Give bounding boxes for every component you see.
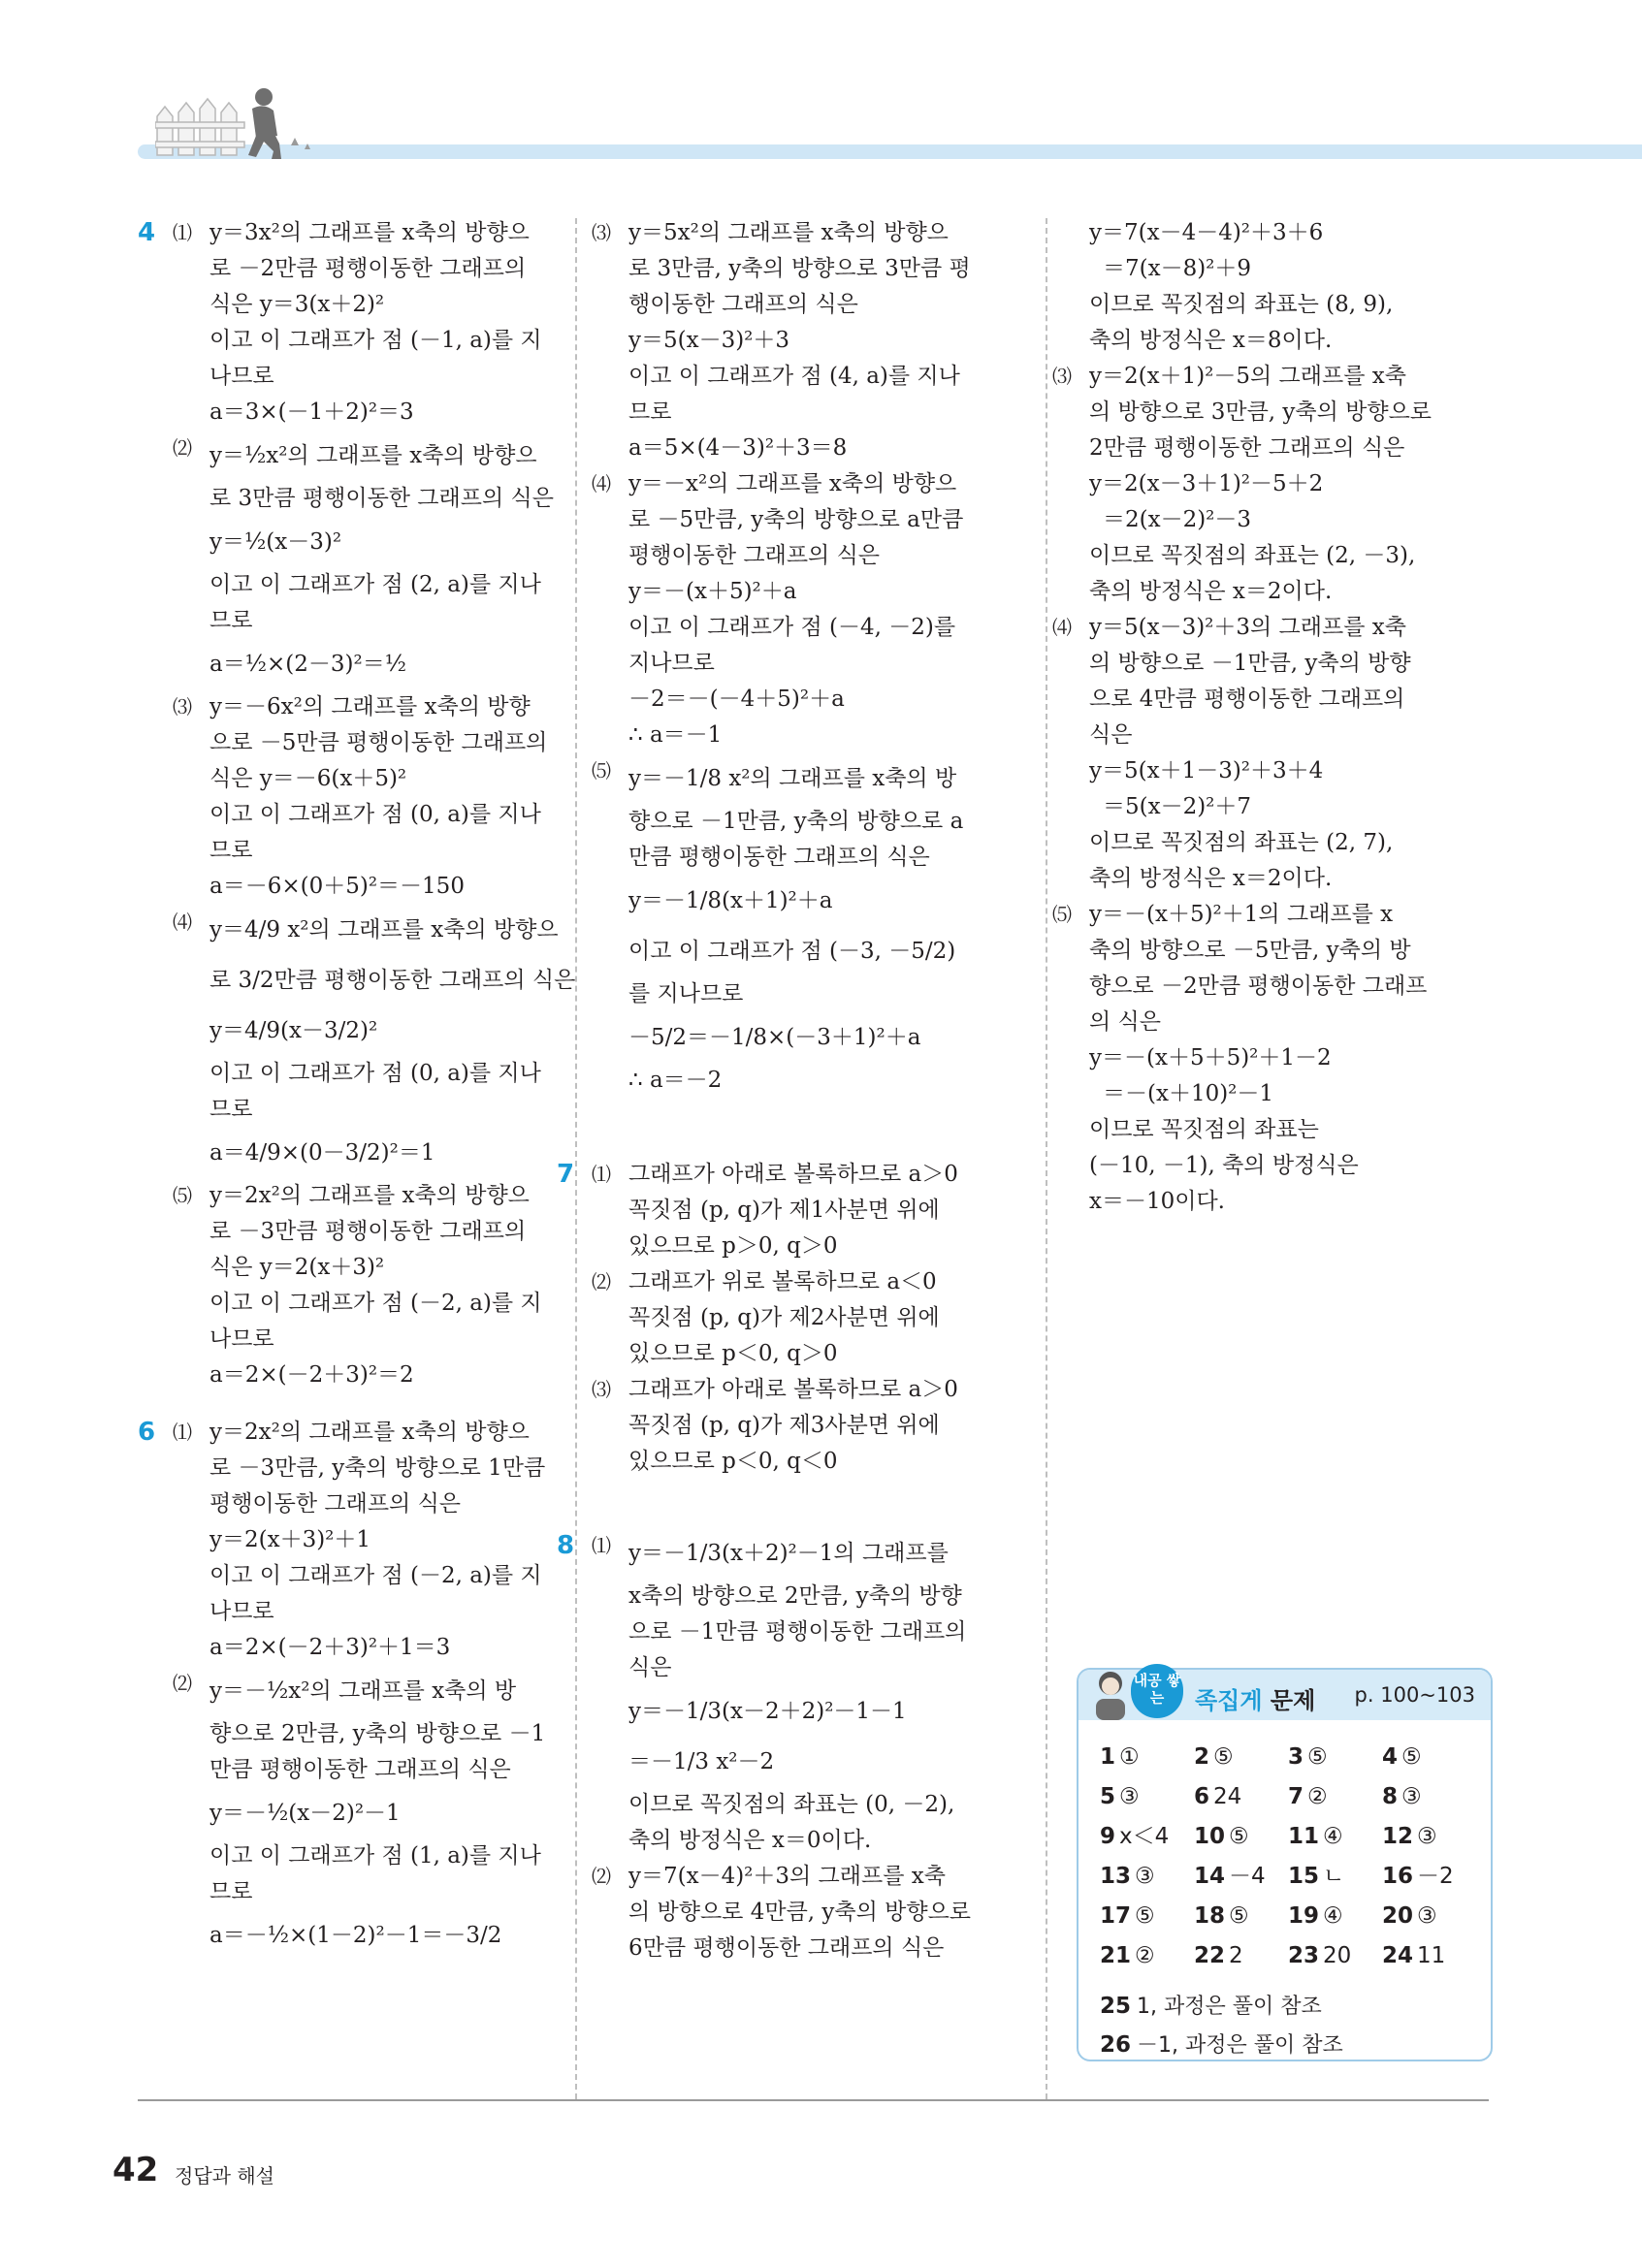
answer-cell <box>1100 1738 1194 1777</box>
text-line: 로 3/2만큼 평행이동한 그래프의 식은 <box>209 968 576 993</box>
answer-number: 1 <box>1100 1744 1116 1770</box>
text-line: 이고 이 그래프가 점 (－2, a)를 지 <box>209 1291 542 1316</box>
text-line: 이므로 꼭짓점의 좌표는 (0, －2), <box>628 1792 955 1817</box>
sub-item <box>173 431 555 689</box>
text-line: 의 방향으로 －1만큼, y축의 방향 <box>1089 651 1411 676</box>
sub-item <box>592 1264 1028 1372</box>
answer-key-title <box>1195 1681 1315 1715</box>
column-1 <box>138 215 576 1961</box>
text-line: y＝2(x－3＋1)²－5＋2 <box>1089 471 1324 496</box>
answer-cell <box>1194 1817 1288 1857</box>
answer-cell <box>1194 1777 1288 1817</box>
answer-key-header <box>1079 1670 1491 1720</box>
text-line: ＝2(x－2)²－3 <box>1103 507 1252 532</box>
answer-cell <box>1382 1857 1476 1897</box>
text-line: 이고 이 그래프가 점 (－1, a)를 지 <box>209 328 542 353</box>
text-line: a＝4/9×(0－3/2)²＝1 <box>209 1140 435 1166</box>
answer-value: ② <box>1307 1784 1328 1809</box>
answer-number: 18 <box>1194 1903 1226 1929</box>
text-line: 를 지나므로 <box>628 981 744 1006</box>
answer-number: 4 <box>1382 1744 1399 1770</box>
text-line: 이고 이 그래프가 점 (0, a)를 지나 <box>209 1061 541 1086</box>
item-label: ⑴ <box>173 1421 192 1444</box>
text-line: 의 방향으로 4만큼, y축의 방향으로 <box>628 1900 972 1925</box>
answer-number: 3 <box>1288 1744 1304 1770</box>
item-label: ⑷ <box>592 472 611 495</box>
sub-item <box>173 1415 555 1666</box>
answer-number: 23 <box>1288 1943 1320 1968</box>
answer-number: 25 <box>1100 1994 1132 2019</box>
text-line: 축의 방정식은 x＝8이다. <box>1089 328 1333 353</box>
text-line: a＝－½×(1－2)²－1＝－3/2 <box>209 1923 502 1948</box>
text-line: ＝－(x＋10)²－1 <box>1103 1081 1274 1106</box>
item-label: ⑶ <box>1052 365 1072 388</box>
sub-item <box>173 1666 555 1961</box>
text-line: y＝－x²의 그래프를 x축의 방향으 <box>628 471 957 496</box>
text-line: 로 3만큼, y축의 방향으로 3만큼 평 <box>628 256 971 281</box>
text-line: 그래프가 위로 볼록하므로 a＜0 <box>628 1269 937 1294</box>
answer-value: 24 <box>1213 1784 1242 1809</box>
text-line: 의 방향으로 3만큼, y축의 방향으로 <box>1089 399 1433 425</box>
answer-value: ⑤ <box>1135 1903 1155 1929</box>
problem-8 <box>557 1528 1028 1966</box>
text-line: 만큼 평행이동한 그래프의 식은 <box>209 1757 511 1782</box>
answer-number: 22 <box>1194 1943 1226 1968</box>
text-line: 이고 이 그래프가 점 (－4, －2)를 <box>628 615 956 640</box>
fence-gardener-illustration <box>155 87 320 165</box>
sub-item <box>592 215 1028 466</box>
text-line: 로 －3만큼, y축의 방향으로 1만큼 <box>209 1455 546 1481</box>
problem-7 <box>557 1157 1028 1480</box>
text-line: 므로 <box>209 838 253 863</box>
text-line: 평행이동한 그래프의 식은 <box>209 1491 462 1517</box>
item-label: ⑵ <box>173 1672 192 1695</box>
text-line: a＝5×(4－3)²＋3＝8 <box>628 435 848 461</box>
text-line: y＝2x²의 그래프를 x축의 방향으 <box>209 1420 530 1445</box>
text-line: 식은 y＝2(x＋3)² <box>209 1255 385 1280</box>
text-line: 6만큼 평행이동한 그래프의 식은 <box>628 1935 945 1961</box>
answer-cell <box>1100 1897 1194 1936</box>
answer-grid <box>1100 1738 1478 1976</box>
answer-number: 13 <box>1100 1864 1132 1889</box>
answer-value: x＜4 <box>1119 1824 1170 1849</box>
text-line: 그래프가 아래로 볼록하므로 a＞0 <box>628 1377 958 1402</box>
answer-value: ③ <box>1119 1784 1140 1809</box>
text-line: y＝－(x＋5)²＋1의 그래프를 x <box>1089 902 1394 927</box>
answer-value: 1, 과정은 풀이 참조 <box>1137 1995 1322 2019</box>
sub-item-continued <box>1052 215 1498 359</box>
sub-item <box>1052 359 1498 610</box>
text-line: x축의 방향으로 2만큼, y축의 방향 <box>628 1583 962 1609</box>
answer-cell <box>1382 1897 1476 1936</box>
text-line: 으로 －1만큼 평행이동한 그래프의 <box>628 1619 967 1645</box>
answer-value: ③ <box>1135 1864 1155 1889</box>
answer-cell <box>1288 1897 1382 1936</box>
answer-number: 10 <box>1194 1824 1226 1849</box>
item-label: ⑵ <box>173 436 192 460</box>
text-line: y＝－1/8(x＋1)²＋a <box>628 888 833 913</box>
text-line: 이므로 꼭짓점의 좌표는 (2, 7), <box>1089 830 1394 855</box>
text-line: y＝½(x－3)² <box>209 529 342 555</box>
text-line: y＝5x²의 그래프를 x축의 방향으 <box>628 220 949 245</box>
text-line: 므로 <box>628 399 672 425</box>
text-line: y＝5(x－3)²＋3의 그래프를 x축 <box>1089 615 1406 640</box>
title-accent: 족집게 <box>1195 1687 1263 1714</box>
answer-cell <box>1288 1817 1382 1857</box>
text-line: 행이동한 그래프의 식은 <box>628 292 858 317</box>
problem-number: 7 <box>557 1160 575 1189</box>
text-line: 이고 이 그래프가 점 (1, a)를 지나 <box>209 1843 541 1869</box>
text-line: ＝－1/3 x²－2 <box>628 1749 775 1774</box>
text-line: 축의 방정식은 x＝0이다. <box>628 1828 872 1853</box>
text-line: 꼭짓점 (p, q)가 제1사분면 위에 <box>628 1198 940 1223</box>
item-label: ⑵ <box>592 1865 611 1888</box>
text-line: 로 －2만큼 평행이동한 그래프의 <box>209 256 527 281</box>
sub-item <box>592 1372 1028 1480</box>
answer-row-25 <box>1100 1990 1322 2020</box>
text-line: 로 －5만큼, y축의 방향으로 a만큼 <box>628 507 964 532</box>
text-line: 향으로 －2만큼 평행이동한 그래프 <box>1089 974 1428 999</box>
answer-value: ⑤ <box>1213 1744 1234 1770</box>
text-line: y＝－6x²의 그래프를 x축의 방향 <box>209 694 531 719</box>
text-line: 므로 <box>209 1097 253 1122</box>
text-line: a＝2×(－2＋3)²＋1＝3 <box>209 1635 451 1660</box>
text-line: 향으로 2만큼, y축의 방향으로 －1 <box>209 1721 546 1746</box>
text-line: －5/2＝－1/8×(－3＋1)²＋a <box>628 1025 921 1050</box>
answer-cell <box>1288 1857 1382 1897</box>
answer-value: ④ <box>1323 1824 1343 1849</box>
text-line: y＝－½(x－2)²－1 <box>209 1801 401 1826</box>
item-label: ⑸ <box>1052 903 1072 926</box>
answer-number: 15 <box>1288 1864 1320 1889</box>
sub-item <box>1052 897 1498 1220</box>
text-line: 있으므로 p＞0, q＞0 <box>628 1233 838 1259</box>
answer-cell <box>1288 1777 1382 1817</box>
answer-value: ㄴ <box>1323 1864 1345 1889</box>
answer-value: ⑤ <box>1401 1744 1422 1770</box>
answer-value: ④ <box>1323 1903 1343 1929</box>
answer-value: 11 <box>1417 1943 1446 1968</box>
text-line: 꼭짓점 (p, q)가 제2사분면 위에 <box>628 1305 940 1330</box>
answer-value: ③ <box>1417 1903 1437 1929</box>
text-line: 으로 4만큼 평행이동한 그래프의 <box>1089 687 1405 712</box>
problem-4 <box>138 215 576 1393</box>
text-line: x＝－10이다. <box>1089 1189 1225 1214</box>
answer-number: 8 <box>1382 1784 1399 1809</box>
answer-cell <box>1100 1777 1194 1817</box>
text-line: 식은 <box>1089 722 1133 748</box>
answer-number: 9 <box>1100 1824 1116 1849</box>
answer-number: 24 <box>1382 1943 1414 1968</box>
answer-value: 2 <box>1229 1943 1243 1968</box>
answer-number: 2 <box>1194 1744 1210 1770</box>
text-line: 므로 <box>209 1879 253 1904</box>
text-line: 축의 방향으로 －5만큼, y축의 방 <box>1089 938 1411 963</box>
student-avatar-icon <box>1088 1668 1133 1720</box>
problem-number: 6 <box>138 1418 156 1447</box>
text-line: 이므로 꼭짓점의 좌표는 <box>1089 1117 1319 1142</box>
text-line: 므로 <box>209 608 253 633</box>
text-line: y＝－(x＋5)²＋a <box>628 579 797 604</box>
item-label: ⑶ <box>592 221 611 244</box>
answer-number: 12 <box>1382 1824 1414 1849</box>
text-line: 이므로 꼭짓점의 좌표는 (8, 9), <box>1089 292 1394 317</box>
column-3 <box>1052 215 1498 1220</box>
text-line: ∴ a＝－2 <box>628 1068 723 1093</box>
text-line: 축의 방정식은 x＝2이다. <box>1089 579 1333 604</box>
badge-label: 내공 쌓는 <box>1131 1664 1183 1718</box>
section-label: 정답과 해설 <box>175 2164 274 2188</box>
answer-value: 20 <box>1323 1943 1352 1968</box>
text-line: 지나므로 <box>628 651 715 676</box>
answer-cell <box>1382 1738 1476 1777</box>
text-line: y＝7(x－4－4)²＋3＋6 <box>1089 220 1324 245</box>
problem-number: 8 <box>557 1531 575 1560</box>
answer-number: 17 <box>1100 1903 1132 1929</box>
item-label: ⑷ <box>173 910 192 934</box>
text-line: 이므로 꼭짓점의 좌표는 (2, －3), <box>1089 543 1416 568</box>
answer-number: 5 <box>1100 1784 1116 1809</box>
text-line: y＝－1/3(x＋2)²－1의 그래프를 <box>628 1541 949 1566</box>
answer-row-26 <box>1100 2028 1343 2059</box>
column-2 <box>557 215 1028 1966</box>
text-line: a＝2×(－2＋3)²＝2 <box>209 1362 414 1388</box>
text-line: 그래프가 아래로 볼록하므로 a＞0 <box>628 1162 958 1187</box>
answer-cell <box>1100 1817 1194 1857</box>
text-line: 이고 이 그래프가 점 (－3, －5/2) <box>628 939 956 964</box>
text-line: 의 식은 <box>1089 1009 1161 1035</box>
text-line: 식은 y＝－6(x＋5)² <box>209 766 407 791</box>
item-label: ⑸ <box>173 1184 192 1207</box>
text-line: 식은 <box>628 1655 672 1680</box>
text-line: y＝4/9(x－3/2)² <box>209 1018 378 1043</box>
text-line: y＝7(x－4)²＋3의 그래프를 x축 <box>628 1864 946 1889</box>
text-line: y＝－(x＋5＋5)²＋1－2 <box>1089 1045 1332 1070</box>
item-label: ⑵ <box>592 1270 611 1294</box>
answer-number: 6 <box>1194 1784 1210 1809</box>
text-line: y＝5(x＋1－3)²＋3＋4 <box>1089 758 1324 783</box>
text-line: 만큼 평행이동한 그래프의 식은 <box>628 845 930 870</box>
text-line: ＝5(x－2)²＋7 <box>1103 794 1252 819</box>
text-line: 축의 방정식은 x＝2이다. <box>1089 866 1333 891</box>
text-line: a＝－6×(0＋5)²＝－150 <box>209 874 465 899</box>
text-line: 평행이동한 그래프의 식은 <box>628 543 881 568</box>
answer-value: ③ <box>1417 1824 1437 1849</box>
text-line: 이고 이 그래프가 점 (－2, a)를 지 <box>209 1563 542 1588</box>
sub-item <box>592 1157 1028 1264</box>
answer-value: ⑤ <box>1229 1824 1249 1849</box>
answer-number: 21 <box>1100 1943 1132 1968</box>
text-line: 향으로 －1만큼, y축의 방향으로 a <box>628 809 964 834</box>
text-line: y＝－½x²의 그래프를 x축의 방 <box>209 1678 517 1704</box>
answer-cell <box>1382 1817 1476 1857</box>
text-line: 나므로 <box>209 1599 274 1624</box>
text-line: y＝2x²의 그래프를 x축의 방향으 <box>209 1183 530 1208</box>
text-line: y＝5(x－3)²＋3 <box>628 328 790 353</box>
item-label: ⑴ <box>592 1534 611 1557</box>
sub-item <box>592 1859 1028 1966</box>
text-line: 2만큼 평행이동한 그래프의 식은 <box>1089 435 1405 461</box>
answer-number: 26 <box>1100 2032 1132 2058</box>
item-label: ⑶ <box>173 695 192 719</box>
text-line: 있으므로 p＜0, q＜0 <box>628 1449 838 1474</box>
answer-cell <box>1194 1857 1288 1897</box>
sub-item <box>1052 610 1498 897</box>
text-line: 이고 이 그래프가 점 (2, a)를 지나 <box>209 572 541 597</box>
sub-item <box>592 466 1028 753</box>
answer-cell <box>1100 1857 1194 1897</box>
page-number: 42 <box>113 2151 159 2189</box>
answer-value: －4 <box>1229 1864 1266 1889</box>
text-line: y＝3x²의 그래프를 x축의 방향으 <box>209 220 530 245</box>
answer-cell <box>1382 1936 1476 1976</box>
text-line: 나므로 <box>209 1326 274 1352</box>
text-line: y＝4/9 x²의 그래프를 x축의 방향으 <box>209 917 559 942</box>
answer-number: 14 <box>1194 1864 1226 1889</box>
sub-item <box>173 1178 555 1393</box>
answer-value: ⑤ <box>1229 1903 1249 1929</box>
text-line: 이고 이 그래프가 점 (0, a)를 지나 <box>209 802 541 827</box>
answer-value: ③ <box>1401 1784 1422 1809</box>
text-line: 로 －3만큼 평행이동한 그래프의 <box>209 1219 527 1244</box>
answer-number: 19 <box>1288 1903 1320 1929</box>
answer-value: －2 <box>1417 1864 1454 1889</box>
sub-item <box>173 689 555 905</box>
text-line: 로 3만큼 평행이동한 그래프의 식은 <box>209 486 554 511</box>
problem-6 <box>138 1415 555 1961</box>
sub-item <box>592 1528 1028 1859</box>
text-line: ∴ a＝－1 <box>628 722 723 748</box>
answer-value: ② <box>1135 1943 1155 1968</box>
answer-number: 7 <box>1288 1784 1304 1809</box>
answer-number: 16 <box>1382 1864 1414 1889</box>
text-line: 꼭짓점 (p, q)가 제3사분면 위에 <box>628 1413 940 1438</box>
answer-value: －1, 과정은 풀이 참조 <box>1137 2033 1343 2058</box>
text-line: y＝½x²의 그래프를 x축의 방향으 <box>209 443 537 468</box>
text-line: y＝2(x＋3)²＋1 <box>209 1527 371 1552</box>
header-bar <box>138 144 1642 159</box>
answer-cell <box>1194 1897 1288 1936</box>
text-line: y＝－1/3(x－2＋2)²－1－1 <box>628 1699 907 1724</box>
page-range: p. 100~103 <box>1354 1683 1475 1707</box>
item-label: ⑴ <box>173 221 192 244</box>
column-divider-2 <box>1046 218 1047 2099</box>
problem-number: 4 <box>138 218 156 247</box>
answer-cell <box>1194 1936 1288 1976</box>
text-line: 식은 y＝3(x＋2)² <box>209 292 385 317</box>
answer-cell <box>1100 1936 1194 1976</box>
footer-rule <box>138 2099 1489 2101</box>
text-line: 나므로 <box>209 364 274 389</box>
text-line: 이고 이 그래프가 점 (4, a)를 지나 <box>628 364 960 389</box>
answer-cell <box>1288 1936 1382 1976</box>
title-rest: 문제 <box>1262 1687 1316 1714</box>
text-line: y＝2(x＋1)²－5의 그래프를 x축 <box>1089 364 1406 389</box>
text-line: a＝3×(－1＋2)²＝3 <box>209 399 414 425</box>
text-line: (－10, －1), 축의 방정식은 <box>1089 1153 1359 1178</box>
text-line: y＝－1/8 x²의 그래프를 x축의 방 <box>628 766 957 791</box>
item-label: ⑸ <box>592 759 611 783</box>
item-label: ⑷ <box>1052 616 1072 639</box>
text-line: 으로 －5만큼 평행이동한 그래프의 <box>209 730 548 755</box>
text-line: 있으므로 p＜0, q＞0 <box>628 1341 838 1366</box>
sub-item <box>173 905 576 1178</box>
text-line: －2＝－(－4＋5)²＋a <box>628 687 845 712</box>
text-line: a＝½×(2－3)²＝½ <box>209 652 407 677</box>
sub-item <box>173 215 555 431</box>
item-label: ⑶ <box>592 1378 611 1401</box>
answer-value: ① <box>1119 1744 1140 1770</box>
answer-cell <box>1382 1777 1476 1817</box>
answer-value: ⑤ <box>1307 1744 1328 1770</box>
answer-cell <box>1288 1738 1382 1777</box>
answer-number: 20 <box>1382 1903 1414 1929</box>
sub-item <box>592 753 1028 1099</box>
item-label: ⑴ <box>592 1163 611 1186</box>
answer-number: 11 <box>1288 1824 1320 1849</box>
text-line: ＝7(x－8)²＋9 <box>1103 256 1252 281</box>
answer-key-box <box>1077 1668 1493 2061</box>
answer-cell <box>1194 1738 1288 1777</box>
